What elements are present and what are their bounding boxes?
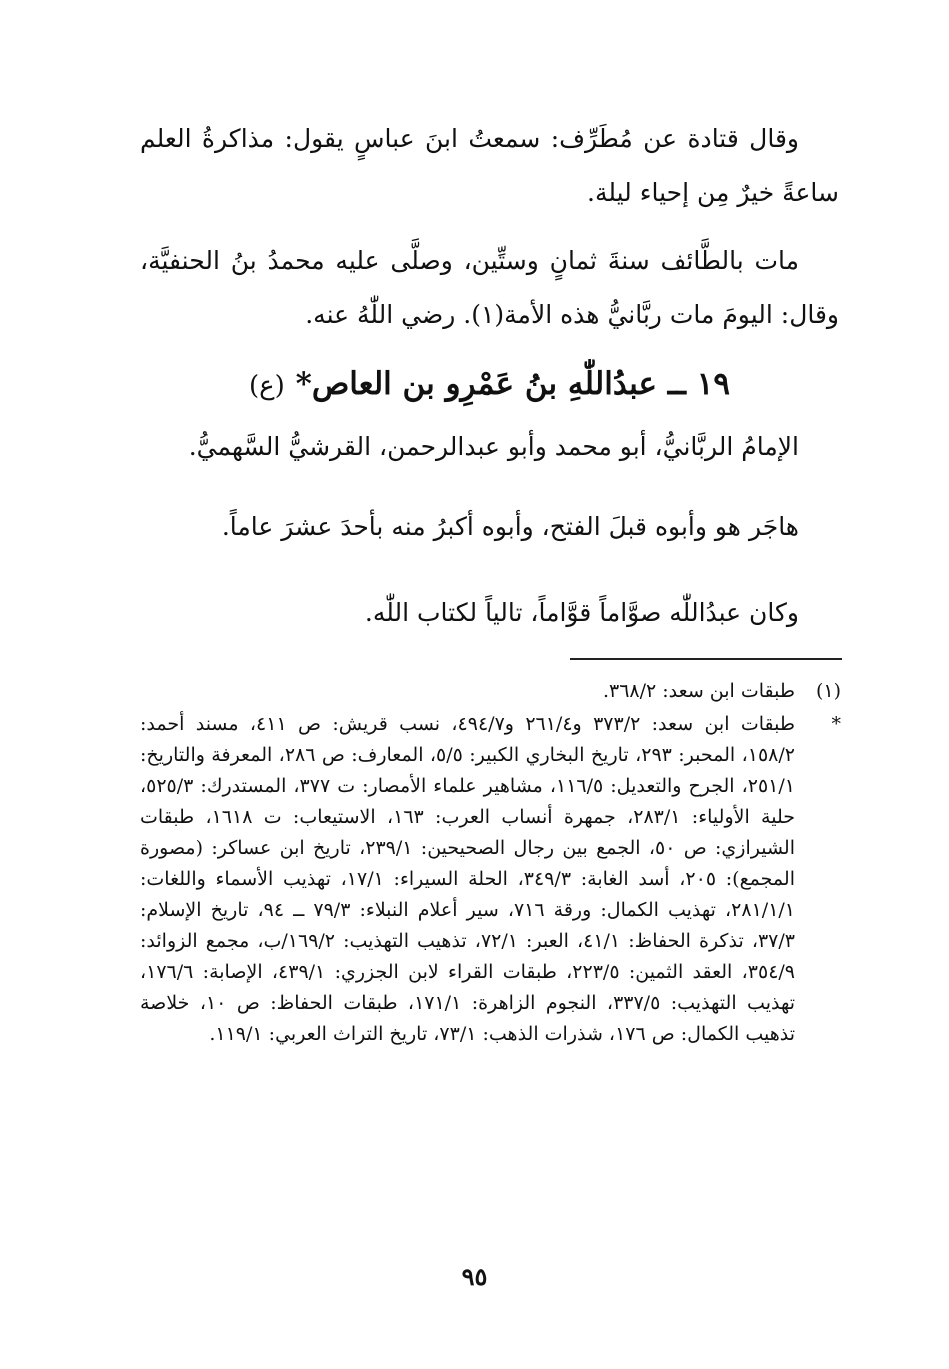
paragraph-imam: الإمامُ الربَّانيُّ، أبو محمد وأبو عبدالرحمن، القرشيُّ السَّهميُّ. — [188, 432, 799, 461]
footnote-sources-marker: * — [831, 713, 841, 735]
footnote-sources-text: طبقات ابن سعد: ٣٧٣/٢ و٢٦١/٤ و٤٩٤/٧، نسب قريش: ص ٤١١، مسند أحمد: ١٥٨/٢، المحبر: ٢٩٣، تاريخ البخاري الكبير: ٥/٥، المعارف: ص ٢٨٦، المعرفة والتاريخ: ٢٥١/١، الجرح والتعديل: ١١٦/٥، مشاهير علماء الأمصار: ت ٣٧٧، المستدرك: ٥٢٥/٣، حلية الأولياء: ٢٨٣/١، جمهرة أنساب العرب: ١٦٣، الاستيعاب: ت ١٦١٨، طبقات الشيرازي: ص ٥٠، الجمع بين رجال الصحيحين: ٢٣٩/١، تاريخ ابن عساكر: (مصورة المجمع): ٢٠٥، أسد الغابة: ٣٤٩/٣، الحلة السيراء: ١٧/١، تهذيب الأسماء واللغات: ٢٨١/١/١، تهذيب الكمال: ورقة ٧١٦، سير أعلام النبلاء: ٧٩/٣ ــ ٩٤، تاريخ الإسلام: ٣٧/٣، تذكرة الحفاظ: ٤١/١، العبر: ٧٢/١، تذهيب التهذيب: ١٦٩/٢/ب، مجمع الزوائد: ٣٥٤/٩، العقد الثمين: ٢٢٣/٥، طبقات القراء لابن الجزري: ٤٣٩/١، الإصابة: ١٧٦/٦، تهذيب التهذيب: ٣٣٧/٥، النجوم الزاهرة: ١٧١/١، طبقات الحفاظ: ص ١٠، خلاصة تذهيب الكمال: ص ١٧٦، شذرات الذهب: ٧٣/١، تاريخ التراث العربي: ١١٩/١. — [140, 713, 796, 1045]
page-number: ٩٥ — [461, 1262, 488, 1291]
paragraph-death: مات بالطَّائف سنةَ ثمانٍ وستِّين، وصلَّى عليه محمدُ بنُ الحنفيَّة، وقال: اليومَ مات ربَّانيُّ هذه الأمة(١). رضي اللّٰهُ عنه. — [140, 246, 839, 329]
main-text — [140, 112, 839, 640]
biography-code: (ع) — [249, 371, 285, 401]
footnote-1-marker: (١) — [815, 680, 841, 702]
paragraph-worship: وكان عبدُاللّٰه صوَّاماً قوَّاماً، تالياً لكتاب اللّٰه. — [364, 598, 799, 627]
footnote-1-text: طبقات ابن سعد: ٣٦٨/٢. — [602, 680, 795, 702]
paragraph-qatada: وقال قتادة عن مُطَرِّف: سمعتُ ابنَ عباسٍ يقول: مذاكرةُ العلم ساعةً خيرٌ مِن إحياء ليلة. — [140, 124, 839, 207]
footnotes — [140, 676, 841, 1050]
paragraph-hijra: هاجَر هو وأبوه قبلَ الفتح، وأبوه أكبرُ منه بأحدَ عشرَ عاماً. — [221, 512, 799, 541]
biography-heading — [140, 356, 839, 414]
footnote-separator — [570, 658, 842, 660]
footnote-sources — [140, 709, 841, 1050]
footnote-1 — [140, 676, 841, 707]
biography-title: ١٩ ــ عبدُاللّٰهِ بنُ عَمْرِو بن العاص* — [295, 366, 730, 402]
